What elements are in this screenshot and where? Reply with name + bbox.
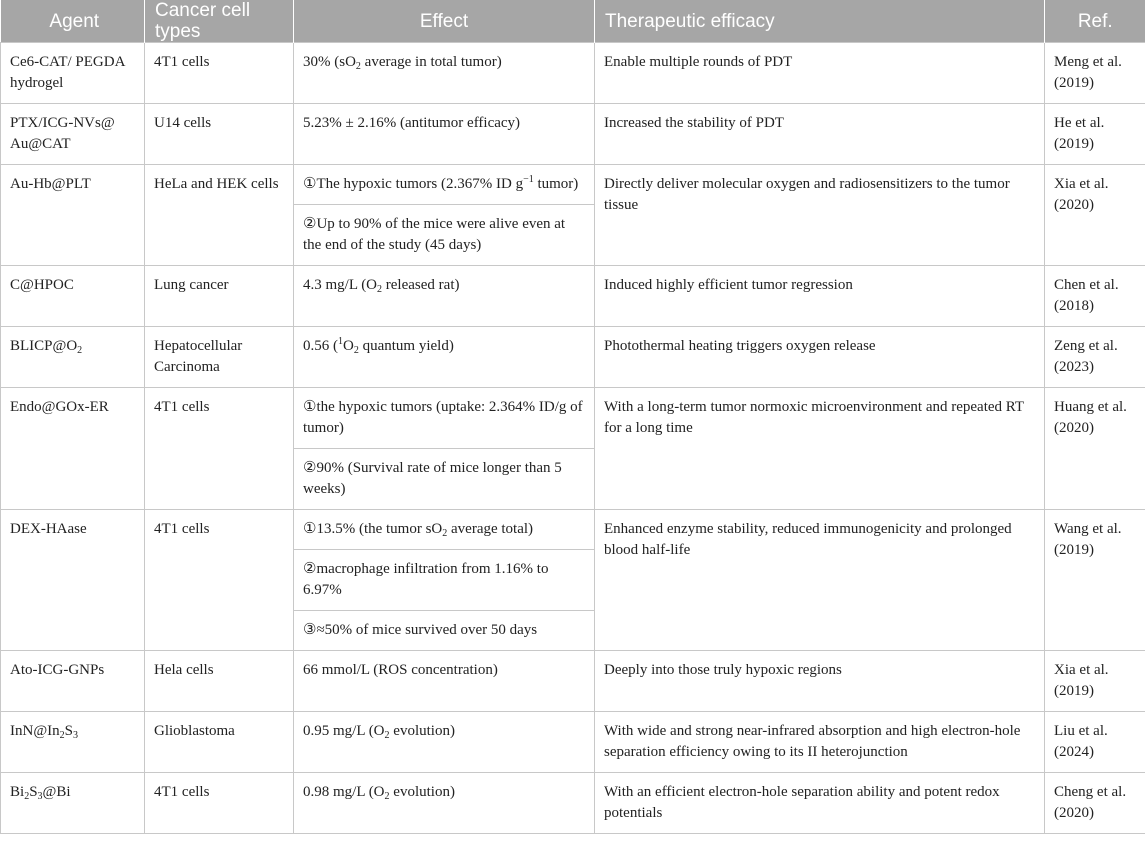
header-effect: Effect <box>294 0 595 43</box>
efficacy-cell: Directly deliver molecular oxygen and radiosensitizers to the tumor tissue <box>595 165 1045 266</box>
cell-type-cell: HeLa and HEK cells <box>145 165 294 266</box>
cell-type-cell: Lung cancer <box>145 266 294 327</box>
table-row <box>1 266 1145 327</box>
ref-cell: Meng et al. (2019) <box>1045 43 1145 104</box>
header-ref: Ref. <box>1045 0 1145 43</box>
agent-cell: $BLICP@O_2$ <box>1 327 145 388</box>
efficacy-cell: Induced highly efficient tumor regression <box>595 266 1045 327</box>
table-row <box>1 327 1145 388</box>
effect-cell: 30% ($sO_2$ average in total tumor) <box>294 43 595 104</box>
table-row <box>1 773 1145 834</box>
table-row <box>1 104 1145 165</box>
table-row <box>1 651 1145 712</box>
cell-type-cell: 4T1 cells <box>145 510 294 651</box>
table-row <box>1 510 1145 550</box>
ref-cell: Huang et al. (2020) <box>1045 388 1145 510</box>
effect-cell: ③≈50% of mice survived over 50 days <box>294 611 595 651</box>
table-row <box>1 165 1145 205</box>
agent-cell: C@HPOC <box>1 266 145 327</box>
effect-cell: ①The hypoxic tumors (2.367% ID $g^{-1}$ tumor) <box>294 165 595 205</box>
header-row <box>1 0 1145 43</box>
efficacy-cell: With a long-term tumor normoxic microenvironment and repeated RT for a long time <box>595 388 1045 510</box>
efficacy-cell: With an efficient electron-hole separation ability and potent redox potentials <box>595 773 1045 834</box>
effect-cell: ②Up to 90% of the mice were alive even at the end of the study (45 days) <box>294 205 595 266</box>
agent-cell: Endo@GOx-ER <box>1 388 145 510</box>
agent-cell: $InN@In_2S_3$ <box>1 712 145 773</box>
agent-cell: Ce6-CAT/ PEGDA hydrogel <box>1 43 145 104</box>
agent-cell: $Bi_2S_3@Bi$ <box>1 773 145 834</box>
effect-cell: ②macrophage infiltration from 1.16% to 6.97% <box>294 550 595 611</box>
efficacy-cell: Deeply into those truly hypoxic regions <box>595 651 1045 712</box>
agent-cell: Au-Hb@PLT <box>1 165 145 266</box>
effect-cell: 0.95 mg/L ($O_2$ evolution) <box>294 712 595 773</box>
cell-type-cell: 4T1 cells <box>145 773 294 834</box>
header-therapeutic-efficacy: Therapeutic efficacy <box>595 0 1045 43</box>
agent-cell: PTX/ICG-NVs@ Au@CAT <box>1 104 145 165</box>
cell-type-cell: Hela cells <box>145 651 294 712</box>
cell-type-cell: Glioblastoma <box>145 712 294 773</box>
header-agent: Agent <box>1 0 145 43</box>
efficacy-cell: Photothermal heating triggers oxygen release <box>595 327 1045 388</box>
efficacy-cell: Increased the stability of PDT <box>595 104 1045 165</box>
ref-cell: Wang et al. (2019) <box>1045 510 1145 651</box>
efficacy-cell: With wide and strong near-infrared absorption and high electron-hole separation efficiency owing to its II heterojunction <box>595 712 1045 773</box>
cell-type-cell: U14 cells <box>145 104 294 165</box>
efficacy-cell: Enable multiple rounds of PDT <box>595 43 1045 104</box>
ref-cell: Liu et al. (2024) <box>1045 712 1145 773</box>
table-row <box>1 43 1145 104</box>
cell-type-cell: 4T1 cells <box>145 43 294 104</box>
cell-type-cell: Hepatocellular Carcinoma <box>145 327 294 388</box>
ref-cell: Xia et al. (2020) <box>1045 165 1145 266</box>
ref-cell: Zeng et al. (2023) <box>1045 327 1145 388</box>
effect-cell: ①the hypoxic tumors (uptake: 2.364% ID/g of tumor) <box>294 388 595 449</box>
effect-cell: 4.3 mg/L ($O_2$ released rat) <box>294 266 595 327</box>
effect-cell: 5.23% ± 2.16% (antitumor efficacy) <box>294 104 595 165</box>
effect-cell: ②90% (Survival rate of mice longer than 5 weeks) <box>294 449 595 510</box>
ref-cell: Chen et al. (2018) <box>1045 266 1145 327</box>
ref-cell: He et al. (2019) <box>1045 104 1145 165</box>
agent-cell: Ato-ICG-GNPs <box>1 651 145 712</box>
effect-cell: 66 mmol/L (ROS concentration) <box>294 651 595 712</box>
cell-type-cell: 4T1 cells <box>145 388 294 510</box>
ref-cell: Xia et al. (2019) <box>1045 651 1145 712</box>
header-cell-types: Cancer cell types <box>145 0 294 43</box>
effect-cell: 0.98 mg/L ($O_2$ evolution) <box>294 773 595 834</box>
agent-cell: DEX-HAase <box>1 510 145 651</box>
table-row <box>1 712 1145 773</box>
efficacy-cell: Enhanced enzyme stability, reduced immunogenicity and prolonged blood half-life <box>595 510 1045 651</box>
effect-cell: ①13.5% (the tumor $sO_2$ average total) <box>294 510 595 550</box>
ref-cell: Cheng et al. (2020) <box>1045 773 1145 834</box>
effect-cell: 0.56 ($^1O_2$ quantum yield) <box>294 327 595 388</box>
table-row <box>1 388 1145 449</box>
